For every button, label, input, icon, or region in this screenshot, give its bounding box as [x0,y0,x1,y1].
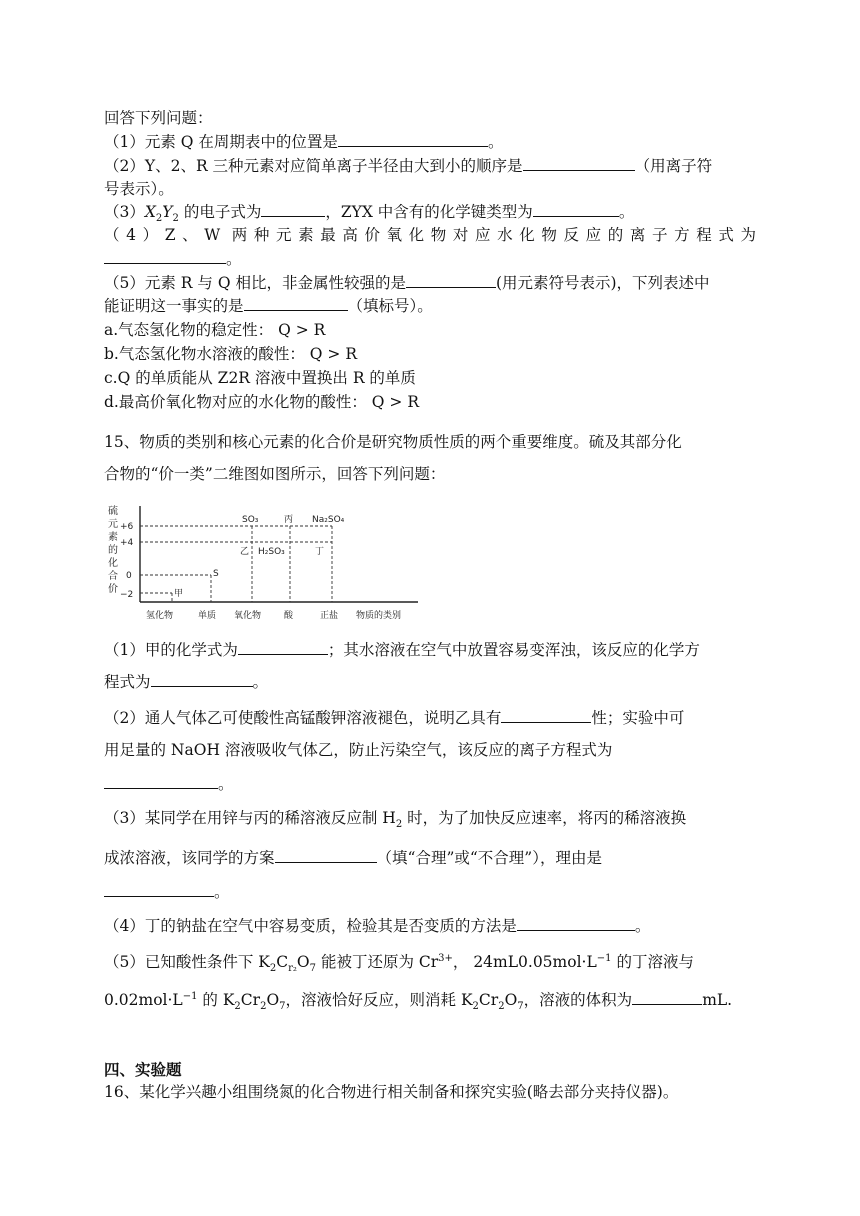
answer-blank[interactable] [104,249,226,264]
species-ding: 丁 [315,547,325,557]
q15-part5-cont: $0.02mol\cdot L^{-1}$ 的 $K_2Cr_2O_7$，溶液恰好反应，则消耗 $K_2Cr_2O_7$，溶液的体积为 mL. [104,990,733,1013]
xtick-label: 单质 [198,611,217,621]
q15-part4: （4）丁的钠盐在空气中容易变质，检验其是否变质的方法是 。 [104,917,651,935]
ylabel-char: 素 [108,532,118,543]
xtick-label: 氧化物 [234,611,262,621]
q14-part2: （2）Y、2、R 三种元素对应简单离子半径由大到小的顺序是 （用离子符 [104,157,713,175]
option-c: c.Q 的单质能从 Z2R 溶液中置换出 R 的单质 [104,369,416,387]
ylabel-char: 价 [108,584,118,595]
q15-part5: （5）已知酸性条件下 $K_2C_{r_2}O_7$ 能被丁还原为 $Cr^{3+}$， $24mL0.05mol\cdot L^{-1}$ 的丁溶液与 [104,952,694,975]
q14-part5-cont: 能证明这一事实的是 （填标号）。 [104,297,433,315]
answer-blank[interactable] [151,672,253,687]
answer-blank[interactable] [244,296,348,311]
q15-part2-cont2: 。 [104,772,756,794]
ylabel-char: 硫 [108,506,118,517]
q15-part2: （2）通人气体乙可使酸性高锰酸钾溶液褪色，说明乙具有 性；实验中可 [104,709,685,727]
xtick-label: 正盐 [320,611,339,621]
xtick-label: 物质的类别 [356,611,402,621]
answer-blank[interactable] [517,916,635,931]
q15-part1-cont: 程式为 。 [104,673,269,691]
q15-part3-cont2: 。 [104,880,756,902]
q15-part2-cont: 用足量的 NaOH 溶液吸收气体乙，防止污染空气，该反应的离子方程式为 [104,741,613,759]
q14-part1: （1）元素 Q 在周期表中的位置是 。 [104,133,504,151]
ylabel-char: 合 [108,571,118,582]
q14-part4: （4）Z、W 两种元素最高价氧化物对应水化物反应的离子方程式为 [104,226,756,244]
species-s: S [213,569,219,579]
species-jia: 甲 [174,589,184,599]
option-d: d.最高价氧化物对应的水化物的酸性： Q > R [104,393,419,411]
answer-blank[interactable] [275,848,377,863]
q16-stem: 16、某化学兴趣小组围绕氮的化合物进行相关制备和探究实验(略去部分夹持仪器)。 [104,1083,679,1101]
ytick-label: −2 [120,590,134,600]
answer-blank[interactable] [501,708,591,723]
section-title: 四、实验题 [104,1060,182,1079]
answer-blank[interactable] [338,132,488,147]
species-yi: 乙 [240,547,250,557]
answer-blank[interactable] [104,882,214,897]
answer-blank[interactable] [261,202,325,217]
ylabel-char: 的 [108,545,118,556]
species-bing: 丙 [284,515,294,525]
answer-blank[interactable] [533,202,619,217]
option-a: a.气态氢化物的稳定性： Q > R [104,321,326,339]
q14-part5: （5）元素 R 与 Q 相比，非金属性较强的是 (用元素符号表示)，下列表述中 [104,274,710,292]
answer-blank[interactable] [523,156,635,171]
xtick-label: 酸 [284,611,294,621]
q14-part3: $(3)X_2Y_2$ 的电子式为 ，ZYX 中含有的化学键类型为 。 [104,203,635,225]
species-h2so3: H₂SO₃ [258,547,285,557]
ytick-label: 0 [126,571,132,581]
q14-part4-cont: 。 [104,247,756,269]
q15-part1: （1）甲的化学式为 ；其水溶液在空气中放置容易变浑浊，该反应的化学方 [104,641,700,659]
ylabel-char: 元 [108,519,118,530]
species-so3: SO₃ [242,515,259,525]
q14-part2-cont: 号表示）。 [104,180,174,198]
q15-stem: 15、物质的类别和核心元素的化合价是研究物质性质的两个重要维度。硫及其部分化 [104,433,682,451]
option-b: b.气态氢化物水溶液的酸性： Q > R [104,345,357,363]
q15-part3-cont: 成浓溶液，该同学的方案 （填“合理”或“不合理”），理由是 [104,849,602,867]
q14-intro: 回答下列问题： [104,109,213,127]
ytick-label: +4 [120,538,134,548]
species-na2so4: Na₂SO₄ [312,515,345,525]
q15-stem-cont: 合物的“价一类”二维图如图所示，回答下列问题： [104,465,446,483]
ylabel-char: 化 [108,558,118,569]
ytick-label: +6 [120,522,134,532]
answer-blank[interactable] [632,990,702,1005]
answer-blank[interactable] [238,640,328,655]
answer-blank[interactable] [406,273,496,288]
xtick-label: 氢化物 [146,611,174,621]
q15-part3: （3）某同学在用锌与丙的稀溶液反应制 $H_2$ 时，为了加快反应速率，将丙的稀溶液换 [104,809,687,831]
valence-category-diagram [100,496,430,626]
answer-blank[interactable] [104,774,218,789]
